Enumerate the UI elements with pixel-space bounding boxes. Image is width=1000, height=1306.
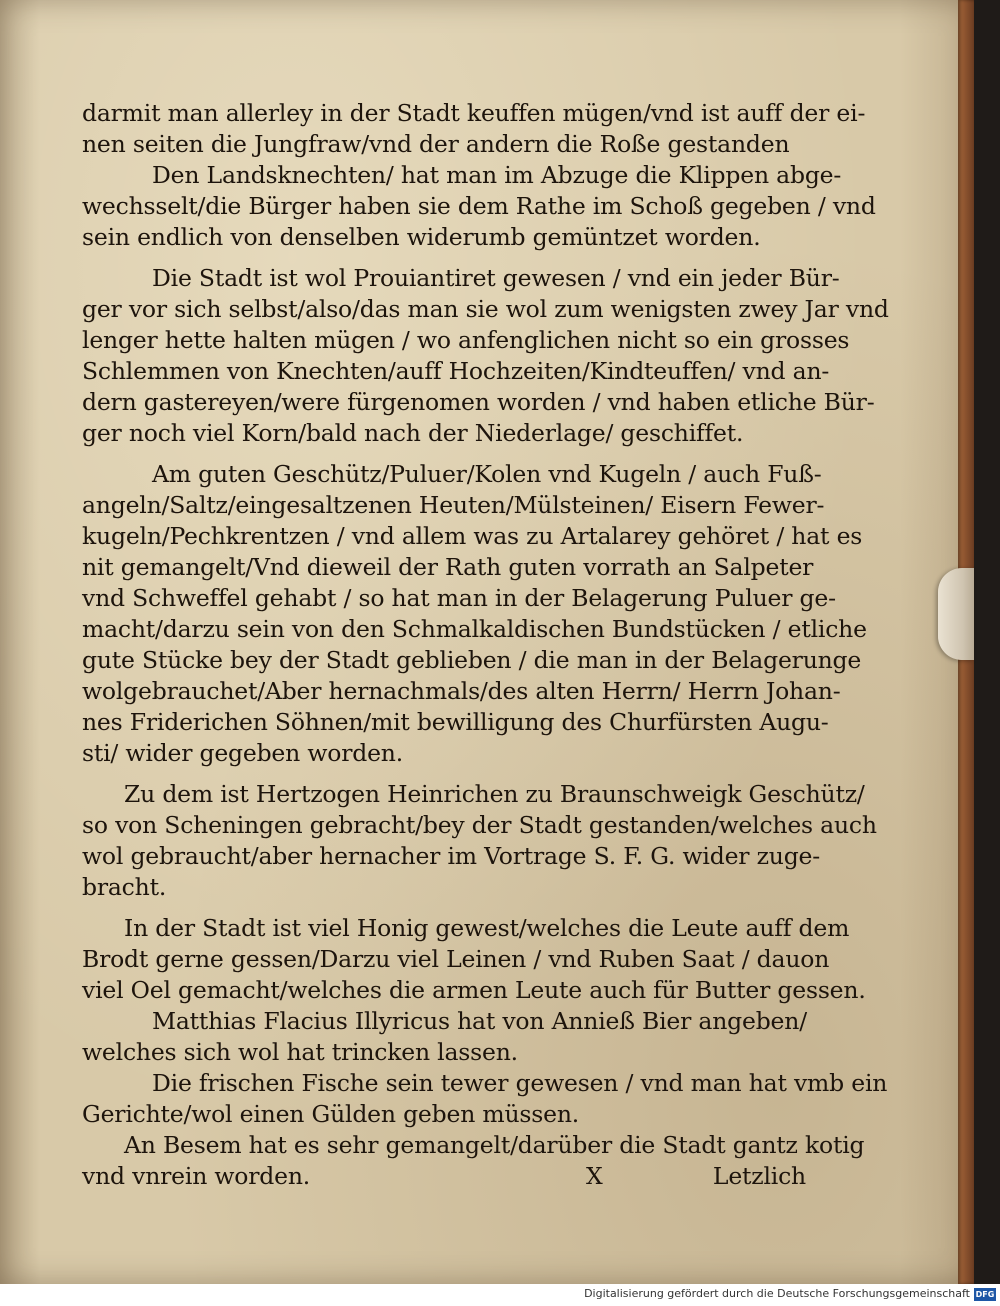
text-line: nit gemangelt/Vnd dieweil der Rath guten vorrath an Salpeter bbox=[82, 553, 814, 581]
text-line: so von Scheningen gebracht/bey der Stadt gestanden/welches auch bbox=[82, 811, 877, 839]
text-line: kugeln/Pechkrentzen / vnd allem was zu Artalarey gehöret / hat es bbox=[82, 522, 863, 550]
text-line: welches sich wol hat trincken lassen. bbox=[82, 1038, 518, 1066]
text-line: angeln/Saltz/eingesaltzenen Heuten/Mülsteinen/ Eisern Fewer- bbox=[82, 491, 825, 519]
text-line: viel Oel gemacht/welches die armen Leute auch für Butter gessen. bbox=[82, 976, 866, 1004]
text-line: vnd vnrein worden. bbox=[82, 1162, 311, 1190]
text-line: Matthias Flacius Illyricus hat von Annieß Bier angeben/ bbox=[152, 1007, 807, 1035]
text-line: Zu dem ist Hertzogen Heinrichen zu Braunschweigk Geschütz/ bbox=[124, 780, 865, 808]
text-line: An Besem hat es sehr gemangelt/darüber die Stadt gantz kotig bbox=[124, 1131, 865, 1159]
text-line: sti/ wider gegeben worden. bbox=[82, 739, 404, 767]
page-curl bbox=[938, 568, 974, 660]
text-line: nen seiten die Jungfraw/vnd der andern die Roße gestanden bbox=[82, 130, 790, 158]
text-line: Die frischen Fische sein tewer gewesen / vnd man hat vmb ein bbox=[152, 1069, 888, 1097]
text-line: wechsselt/die Bürger haben sie dem Rathe im Schoß gegeben / vnd bbox=[82, 192, 876, 220]
text-line: In der Stadt ist viel Honig gewest/welches die Leute auff dem bbox=[124, 914, 850, 942]
signature-mark: X bbox=[586, 1162, 603, 1190]
text-line: wol gebraucht/aber hernacher im Vortrage S. F. G. wider zuge- bbox=[82, 842, 820, 870]
text-line: nes Friderichen Söhnen/mit bewilligung des Churfürsten Augu- bbox=[82, 708, 829, 736]
text-line: Den Landsknechten/ hat man im Abzuge die Klippen abge- bbox=[152, 161, 842, 189]
text-line: gute Stücke bey der Stadt geblieben / die man in der Belagerunge bbox=[82, 646, 862, 674]
text-line: Brodt gerne gessen/Darzu viel Leinen / vnd Ruben Saat / dauon bbox=[82, 945, 830, 973]
text-line: Am guten Geschütz/Puluer/Kolen vnd Kugeln / auch Fuß- bbox=[152, 460, 822, 488]
text-line: darmit man allerley in der Stadt keuffen mügen/vnd ist auff der ei- bbox=[82, 99, 866, 127]
catchword: Letzlich bbox=[712, 1162, 806, 1190]
text-line: dern gastereyen/were fürgenomen worden / vnd haben etliche Bür- bbox=[82, 388, 875, 416]
text-line: sein endlich von denselben widerumb gemüntzet worden. bbox=[82, 223, 761, 251]
text-line: Schlemmen von Knechten/auff Hochzeiten/Kindteuffen/ vnd an- bbox=[82, 357, 830, 385]
text-line: wolgebrauchet/Aber hernachmals/des alten Herrn/ Herrn Johan- bbox=[82, 677, 841, 705]
text-line: Gerichte/wol einen Gülden geben müssen. bbox=[82, 1100, 580, 1128]
credit-bar bbox=[0, 1284, 1000, 1306]
text-line: bracht. bbox=[82, 873, 167, 901]
page-text bbox=[82, 98, 889, 1192]
dfg-logo: DFG bbox=[975, 1290, 995, 1299]
text-line: ger vor sich selbst/also/das man sie wol zum wenigsten zwey Jar vnd bbox=[82, 295, 889, 323]
page-footer-row bbox=[82, 1161, 810, 1192]
text-line: Die Stadt ist wol Prouiantiret gewesen / vnd ein jeder Bür- bbox=[152, 264, 840, 292]
funding-credit: Digitalisierung gefördert durch die Deutsche Forschungsgemeinschaft bbox=[584, 1287, 970, 1300]
text-line: ger noch viel Korn/bald nach der Niederlage/ geschiffet. bbox=[82, 419, 744, 447]
text-line: macht/darzu sein von den Schmalkaldischen Bundstücken / etliche bbox=[82, 615, 867, 643]
text-line: lenger hette halten mügen / wo anfenglichen nicht so ein grosses bbox=[82, 326, 850, 354]
text-line: vnd Schweffel gehabt / so hat man in der Belagerung Puluer ge- bbox=[82, 584, 836, 612]
